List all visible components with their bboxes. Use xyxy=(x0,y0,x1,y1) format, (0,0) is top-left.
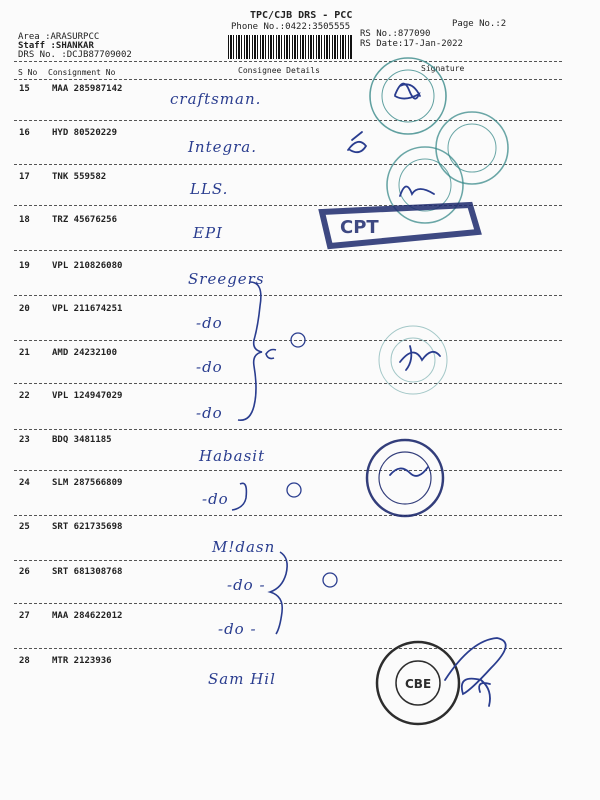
row-sno: 19 xyxy=(19,261,30,271)
cbe-stamp-text: CBE xyxy=(405,677,432,691)
document-title: TPC/CJB DRS - PCC xyxy=(250,10,353,21)
signature-icon xyxy=(348,84,506,706)
cpt-stamp-text: CPT xyxy=(340,217,379,238)
row-sno: 15 xyxy=(19,84,30,94)
row-consignee: -do xyxy=(196,314,223,332)
rs-date: RS Date:17-Jan-2022 xyxy=(360,39,463,49)
drs-number: DRS No. :DCJB87709002 xyxy=(18,50,132,60)
row-sno: 25 xyxy=(19,522,30,532)
row-sno: 23 xyxy=(19,435,30,445)
row-sno: 22 xyxy=(19,391,30,401)
row-consignment: TRZ 45676256 xyxy=(52,215,118,225)
col-consignment: Consignment No xyxy=(48,68,116,77)
row-consignment: SRT 681308768 xyxy=(52,567,123,577)
row-sno: 16 xyxy=(19,128,30,138)
row-sno: 17 xyxy=(19,172,30,182)
row-sno: 21 xyxy=(19,348,30,358)
round-stamp-icon xyxy=(370,58,446,134)
row-consignee: LLS. xyxy=(190,180,229,198)
row-consignee: Sreegers xyxy=(188,270,265,288)
round-stamp-icon xyxy=(436,112,508,184)
habasit-stamp-icon xyxy=(367,440,443,516)
row-consignee: -do xyxy=(196,358,223,376)
phone-number: Phone No.:0422:3505555 xyxy=(231,22,351,32)
row-consignee: -do xyxy=(196,404,223,422)
row-consignee: -do - xyxy=(227,576,266,594)
row-sno: 26 xyxy=(19,567,30,577)
row-consignment: TNK 559582 xyxy=(52,172,107,182)
row-consignee: Integra. xyxy=(188,138,257,156)
row-consignment: HYD 80520229 xyxy=(52,128,118,138)
rs-number: RS No.:877090 xyxy=(360,29,431,39)
row-consignee: Habasit xyxy=(199,447,266,465)
row-consignment: MAA 284622012 xyxy=(52,611,123,621)
col-consignee: Consignee Details xyxy=(238,66,320,75)
row-consignment: VPL 210826080 xyxy=(52,261,123,271)
row-sno: 27 xyxy=(19,611,30,621)
row-sno: 20 xyxy=(19,304,30,314)
round-stamp-icon xyxy=(387,147,463,223)
row-consignee: -do - xyxy=(218,620,257,638)
col-signature: Signature xyxy=(421,64,465,73)
faded-stamp-icon xyxy=(379,326,447,394)
staff-label: Staff :SHANKAR xyxy=(18,41,94,51)
row-consignment: SLM 287566809 xyxy=(52,478,123,488)
area-label: Area :ARASURPCC xyxy=(18,32,100,42)
row-consignee: EPI xyxy=(193,224,223,242)
row-consignment: MTR 2123936 xyxy=(52,656,112,666)
page-number: Page No.:2 xyxy=(452,19,507,29)
row-consignee: M!dasn xyxy=(212,538,276,556)
row-consignee: Sam Hil xyxy=(208,670,276,688)
cbe-stamp-icon xyxy=(377,642,459,724)
brace-icon xyxy=(232,282,287,634)
row-sno: 24 xyxy=(19,478,30,488)
row-sno: 28 xyxy=(19,656,30,666)
row-consignee: craftsman. xyxy=(170,90,262,108)
row-sno: 18 xyxy=(19,215,30,225)
circle-mark-icon xyxy=(287,333,337,587)
cpt-stamp-icon xyxy=(322,205,478,246)
row-consignment: VPL 211674251 xyxy=(52,304,123,314)
row-consignment: MAA 285987142 xyxy=(52,84,123,94)
row-consignee: -do xyxy=(202,490,229,508)
row-consignment: VPL 124947029 xyxy=(52,391,123,401)
row-consignment: AMD 24232100 xyxy=(52,348,118,358)
row-consignment: SRT 621735698 xyxy=(52,522,123,532)
row-consignment: BDQ 3481185 xyxy=(52,435,112,445)
col-sno: S No xyxy=(18,68,38,77)
